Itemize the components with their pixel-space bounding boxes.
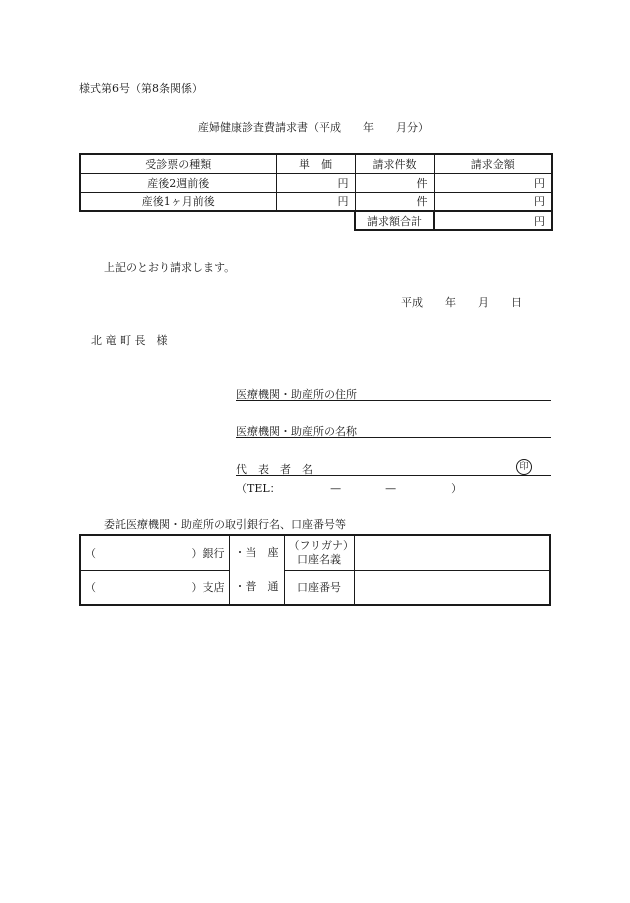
account-number-field[interactable] xyxy=(354,570,550,605)
header-type: 受診票の種類 xyxy=(80,154,276,173)
institution-name-line[interactable] xyxy=(236,423,551,438)
table-row xyxy=(80,192,552,211)
representative-line[interactable] xyxy=(236,461,551,476)
row-count[interactable]: 件 xyxy=(355,173,434,192)
header-count: 請求件数 xyxy=(355,154,434,173)
account-name-field[interactable] xyxy=(354,535,550,570)
document-title: 産婦健康診査費請求書（平成 年 月分） xyxy=(198,121,429,134)
branch-suffix: ）支店 xyxy=(191,581,225,595)
row-unit-price[interactable]: 円 xyxy=(276,192,355,211)
row-amount[interactable]: 円 xyxy=(434,173,552,192)
row-amount[interactable]: 円 xyxy=(434,192,552,211)
account-name-label: 口座名義 xyxy=(297,552,341,566)
institution-name-label: 医療機関・助産所の名称 xyxy=(236,425,357,438)
row-unit-price[interactable]: 円 xyxy=(276,173,355,192)
header-unit-price: 単 価 xyxy=(276,154,355,173)
seal-icon: 印 xyxy=(516,459,532,475)
account-number-label: 口座番号 xyxy=(284,570,354,605)
row-type: 産後1ヶ月前後 xyxy=(80,192,276,211)
statement-text: 上記のとおり請求します。 xyxy=(104,261,236,274)
tel-line[interactable]: （TEL： — — ） xyxy=(236,482,463,495)
claim-table xyxy=(79,153,553,231)
branch-name-field[interactable] xyxy=(80,570,229,605)
furigana-label: （フリガナ） xyxy=(288,538,354,552)
account-type-current[interactable]: ・当 座 xyxy=(234,546,279,559)
account-type-options[interactable] xyxy=(229,535,284,605)
bank-heading: 委託医療機関・助産所の取引銀行名、口座番号等 xyxy=(104,518,346,531)
total-row xyxy=(80,211,552,230)
total-amount[interactable]: 円 xyxy=(434,211,552,230)
representative-label: 代 表 者 名 xyxy=(236,463,313,476)
row-type: 産後2週前後 xyxy=(80,173,276,192)
account-type-ordinary[interactable]: ・普 通 xyxy=(234,580,279,593)
address-line[interactable] xyxy=(236,386,551,401)
form-number: 様式第6号（第8条関係） xyxy=(79,82,203,95)
addressee: 北 竜 町 長 様 xyxy=(91,334,168,347)
table-row xyxy=(80,173,552,192)
row-count[interactable]: 件 xyxy=(355,192,434,211)
account-name-label-cell xyxy=(284,535,354,570)
header-amount: 請求金額 xyxy=(434,154,552,173)
bank-table xyxy=(79,534,551,606)
bank-name-field[interactable] xyxy=(80,535,229,570)
total-label: 請求額合計 xyxy=(355,211,434,230)
address-label: 医療機関・助産所の住所 xyxy=(236,388,357,401)
bank-suffix: ）銀行 xyxy=(191,546,225,560)
date-line[interactable]: 平成 年 月 日 xyxy=(401,296,522,309)
branch-left-paren: （ xyxy=(85,581,96,595)
bank-left-paren: （ xyxy=(85,546,96,560)
